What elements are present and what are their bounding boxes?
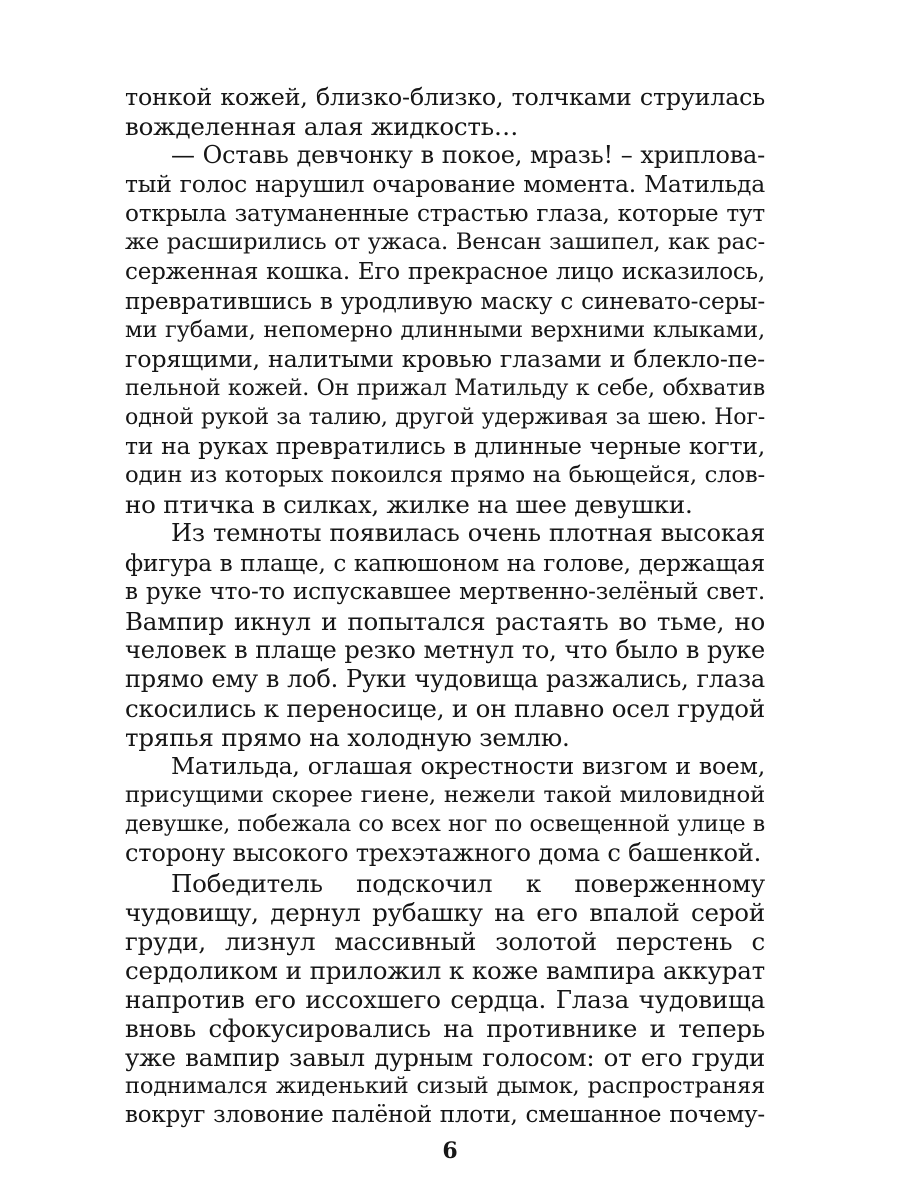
text-line: вожделенная алая жидкость…	[125, 112, 519, 142]
page-number: 6	[442, 1138, 458, 1164]
text-line: Вампир икнул и попытался растаять во тьме, но	[125, 606, 765, 636]
text-line: в руке что-то испускавшее мертвенно-зелёный свет.	[125, 578, 765, 605]
text-line: Победитель подскочил к поверженному	[171, 868, 765, 898]
text-line: тонкой кожей, близко-близко, толчками струилась	[125, 83, 765, 111]
text-line: вновь сфокусировались на противнике и теперь	[125, 1014, 765, 1043]
text-line: пельной кожей. Он прижал Матильду к себе, обхватив	[125, 374, 765, 401]
text-line: сторону высокого трехэтажного дома с башенкой.	[125, 839, 762, 868]
text-line: — Оставь девчонку в покое, мразь! – хриплова-	[171, 141, 765, 170]
text-line: тряпья прямо на холодную землю.	[125, 723, 570, 753]
body-text	[125, 83, 765, 1130]
text-line: но птичка в силках, жилке на шее девушки.	[125, 490, 693, 520]
text-line: фигура в плаще, с капюшоном на голове, держащая	[125, 549, 765, 577]
text-line: сердоликом и приложил к коже вампира аккурат	[125, 955, 765, 985]
text-line: скосились к переносице, и он плавно осел грудой	[125, 693, 765, 723]
text-line: вокруг зловоние палёной плоти, смешанное почему-	[125, 1102, 765, 1129]
text-line: горящими, налитыми кровью глазами и блекло-пе-	[125, 344, 765, 373]
text-line: девушке, побежала со всех ног по освещенной улице в	[125, 811, 765, 838]
text-line: присущими скорее гиене, нежели такой миловидной	[125, 782, 765, 809]
text-line: же расширились от ужаса. Венсан зашипел, как рас-	[125, 229, 765, 256]
text-line: груди, лизнул массивный золотой перстень с	[125, 926, 765, 956]
text-line: прямо ему в лоб. Руки чудовища разжались, глаза	[125, 664, 765, 693]
text-line: чудовищу, дернул рубашку на его впалой серой	[125, 897, 765, 927]
text-line: один из которых покоился прямо на бьющейся, слов-	[125, 462, 765, 489]
text-line: ми губами, непомерно длинными верхними клыками,	[125, 316, 765, 343]
text-line: серженная кошка. Его прекрасное лицо исказилось,	[125, 258, 765, 285]
text-line: Из темноты появилась очень плотная высокая	[171, 519, 765, 548]
text-line: Матильда, оглашая окрестности визгом и воем,	[171, 752, 765, 781]
text-line: одной рукой за талию, другой удерживая за шею. Ног-	[125, 404, 765, 431]
text-line: ти на руках превратились в длинные черные когти,	[125, 432, 765, 461]
text-line: напротив его иссохшего сердца. Глаза чудовища	[125, 984, 765, 1014]
text-line: открыла затуманенные страстью глаза, которые тут	[125, 200, 765, 228]
text-line: поднимался жиденький сизый дымок, распространяя	[125, 1073, 765, 1100]
text-line: человек в плаще резко метнул то, что было в руке	[125, 635, 765, 664]
text-line: превратившись в уродливую маску с синевато-серы-	[125, 287, 765, 315]
text-line: уже вампир завыл дурным голосом: от его груди	[125, 1043, 765, 1073]
text-line: тый голос нарушил очарование момента. Матильда	[125, 170, 765, 199]
